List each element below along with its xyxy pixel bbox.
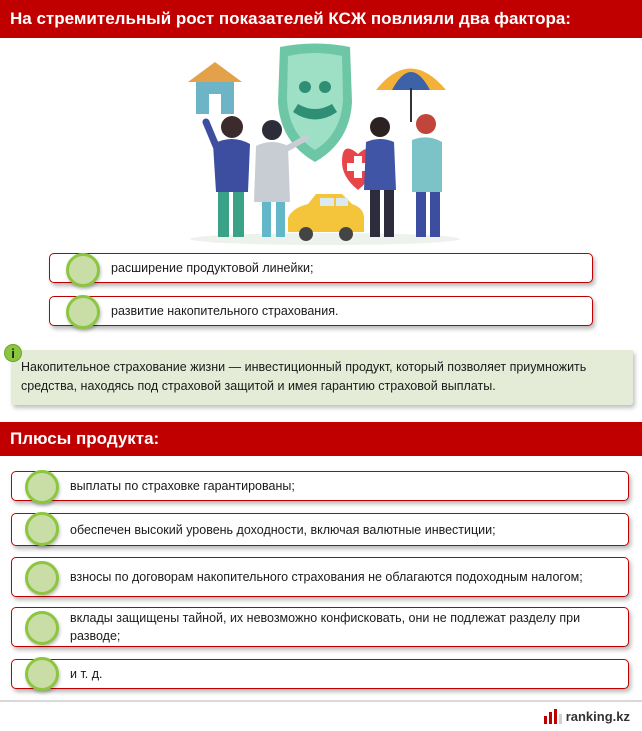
bullet-circle-icon [66,253,100,287]
pros-item-text: вклады защищены тайной, их невозможно конфисковать, они не подлежат разделу при разводе; [70,611,581,643]
pros-item [11,471,629,501]
footer-divider [0,700,642,702]
pros-item [11,513,629,546]
pros-item-text: взносы по договорам накопительного страхования не облагаются подоходным налогом; [70,570,583,584]
header-banner [0,0,642,38]
pros-banner [0,422,642,456]
insurance-family-illustration [180,42,470,247]
page-title: На стремительный рост показателей КСЖ повлияли два фактора: [10,9,571,28]
pros-item-text: выплаты по страховке гарантированы; [70,479,295,493]
info-icon: i [4,344,22,362]
factor-text: расширение продуктовой линейки; [111,261,314,275]
info-note-text: Накопительное страхование жизни — инвестиционный продукт, который позволяет приумножить средства, находясь под страховой защитой и имея гарантию страховой выплаты. [21,360,587,393]
pros-item [11,557,629,597]
ranking-logo[interactable] [544,705,630,727]
bullet-circle-icon [25,657,59,691]
pros-item [11,607,629,647]
pros-item-text: и т. д. [70,667,103,681]
factor-text: развитие накопительного страхования. [111,304,339,318]
pros-item-text: обеспечен высокий уровень доходности, включая валютные инвестиции; [70,522,496,537]
bullet-circle-icon [25,512,59,546]
factor-item [49,253,593,283]
bars-logo-icon [544,708,562,724]
bullet-circle-icon [25,611,59,645]
bullet-circle-icon [25,470,59,504]
pros-title: Плюсы продукта: [10,429,160,448]
logo-text: ranking.kz [565,708,630,724]
pros-item [11,659,629,689]
bullet-circle-icon [25,561,59,595]
bullet-circle-icon [66,295,100,329]
info-note [11,350,633,405]
factor-item [49,296,593,326]
